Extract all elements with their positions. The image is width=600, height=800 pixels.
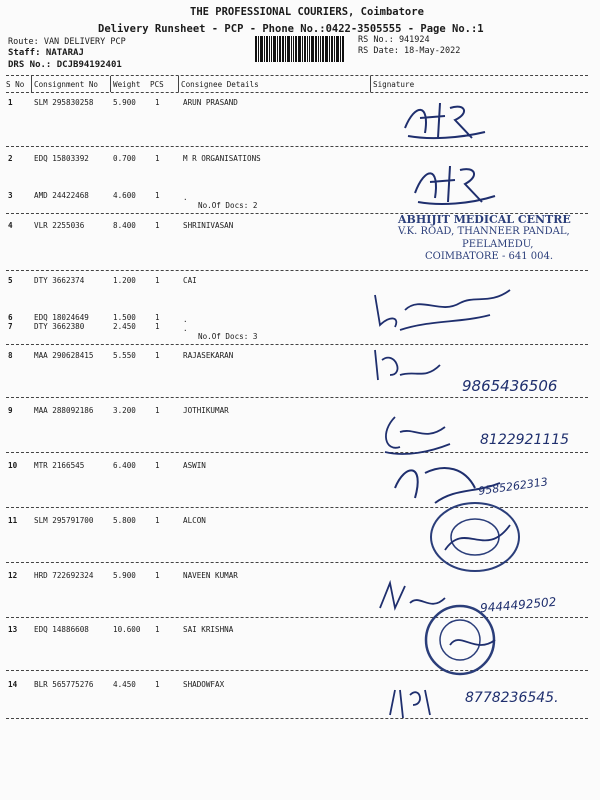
stamp-line-1: ABHIJIT MEDICAL CENTRE [398, 213, 571, 226]
rs-number: RS No.: 941924 [358, 35, 430, 45]
runsheet-subtitle: Delivery Runsheet - PCP - Phone No.:0422-3505555 - Page No.:1 [98, 23, 484, 35]
stamp-line-4: COIMBATORE - 641 004. [425, 251, 554, 262]
round-stamp-row-13 [420, 600, 500, 680]
col-signature: Signature [373, 80, 415, 89]
signature-row-14 [385, 680, 445, 720]
handwritten-phone-12: 9444492502 [479, 594, 557, 616]
col-weight: Weight [113, 80, 141, 89]
barcode-image [255, 36, 350, 62]
signature-row-5 [370, 285, 520, 340]
signature-row-8 [370, 345, 450, 390]
col-consignment: Consignment No [34, 80, 99, 89]
rs-date: RS Date: 18-May-2022 [358, 46, 461, 56]
header-top-rule [6, 75, 588, 76]
drs-number: DRS No.: DCJB94192401 [8, 60, 122, 70]
stamp-line-2: V.K. ROAD, THANNEER PANDAL, [398, 226, 570, 237]
handwritten-phone-14: 8778236545. [465, 690, 559, 706]
signature-row-2 [410, 158, 500, 208]
handwritten-phone-10: 9585262313 [477, 475, 549, 498]
round-seal-stamp [425, 500, 525, 575]
route-label: Route: VAN DELIVERY PCP [8, 37, 126, 47]
signature-row-1 [400, 98, 490, 143]
stamp-line-3: PEELAMEDU, [462, 239, 534, 250]
handwritten-phone-8: 9865436506 [462, 377, 558, 395]
signature-row-9 [375, 412, 455, 457]
col-sno: S No [6, 80, 25, 89]
handwritten-phone-9: 8122921115 [480, 432, 570, 448]
col-pcs: PCS [150, 80, 164, 89]
col-consignee: Consignee Details [181, 80, 259, 89]
staff-label: Staff: NATARAJ [8, 48, 84, 58]
header-bottom-rule [6, 92, 588, 93]
company-title: THE PROFESSIONAL COURIERS, Coimbatore [190, 6, 424, 18]
